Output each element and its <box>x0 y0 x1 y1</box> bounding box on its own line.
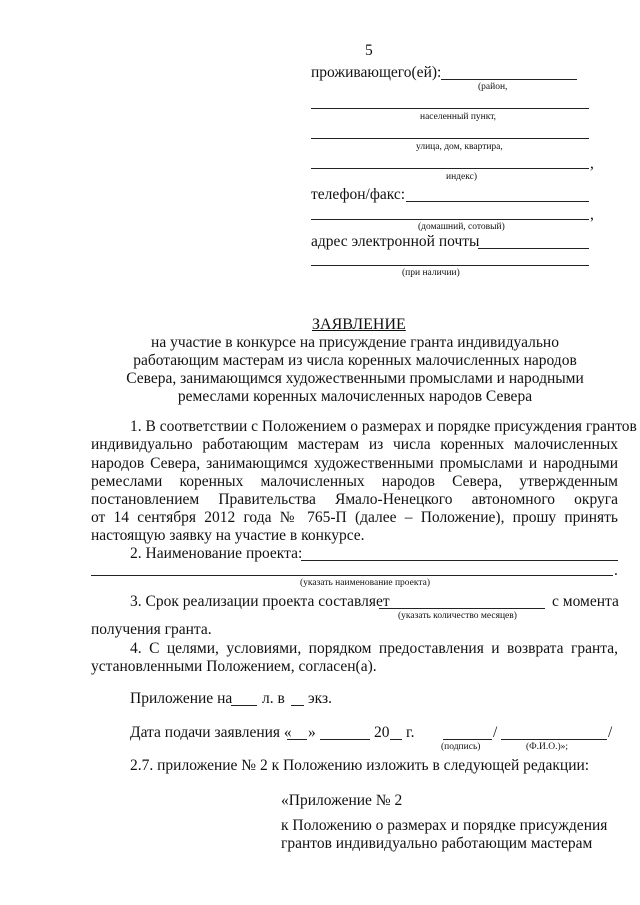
signature-field[interactable] <box>443 739 492 740</box>
signature-hint: (подпись) <box>441 742 481 752</box>
attachment-copies-label: экз. <box>308 690 332 707</box>
date-year-suffix: г. <box>406 724 415 741</box>
term-continuation: получения гранта. <box>91 621 212 638</box>
residing-field[interactable] <box>441 79 577 80</box>
term-field[interactable] <box>379 608 545 609</box>
attachment-copies-field[interactable] <box>291 705 304 706</box>
paragraph-1-line: постановлением Правительства Ямало-Ненецкого автономного округа <box>91 491 618 508</box>
period: . <box>614 562 618 579</box>
street-field[interactable] <box>311 138 589 139</box>
date-year-field[interactable] <box>390 739 402 740</box>
project-name-field-2[interactable] <box>91 575 613 576</box>
street-hint: улица, дом, квартира, <box>416 142 503 152</box>
comma: , <box>590 206 594 223</box>
project-name-field[interactable] <box>301 560 618 561</box>
district-hint: (район, <box>478 82 508 92</box>
phone-hint: (домашний, сотовый) <box>418 222 505 232</box>
subtitle-line: Севера, занимающимся художественными промыслами и народными <box>126 370 584 387</box>
comma: , <box>590 155 594 172</box>
paragraph-1-line: индивидуально работающим мастерам из числа коренных малочисленных <box>91 436 618 453</box>
slash: / <box>493 724 498 741</box>
amendment-text: 2.7. приложение № 2 к Положению изложить в следующей редакции: <box>130 757 590 774</box>
paragraph-1-line: 1. В соответствии с Положением о размерах и порядке присуждения грантов <box>130 418 637 435</box>
appendix-line: к Положению о размерах и порядке присуждения <box>281 817 608 834</box>
term-hint: (указать количество месяцев) <box>398 611 517 621</box>
paragraph-4-line: 4. С целями, условиями, порядком предоставления и возврата гранта, <box>130 640 618 657</box>
full-name-hint: (Ф.И.О.)»; <box>526 742 569 752</box>
email-field-2[interactable] <box>311 265 589 266</box>
index-field[interactable] <box>311 168 589 169</box>
term-label: 3. Срок реализации проекта составляет <box>130 593 390 610</box>
attachment-label: Приложение на <box>130 690 233 707</box>
full-name-field[interactable] <box>501 739 607 740</box>
subtitle-line: ремеслами коренных малочисленных народов Севера <box>177 388 533 405</box>
paragraph-4-line: установленными Положением, согласен(а). <box>91 658 377 675</box>
settlement-field[interactable] <box>311 108 589 109</box>
subtitle-line: на участие в конкурсе на присуждение гранта индивидуально <box>151 334 559 351</box>
attachment-pages-field[interactable] <box>231 705 257 706</box>
paragraph-1-line: ремеслами коренных малочисленных народов Севера, утвержденным <box>91 473 618 490</box>
email-hint: (при наличии) <box>402 268 460 278</box>
term-tail: с момента <box>552 593 619 610</box>
settlement-hint: населенный пункт, <box>420 112 497 122</box>
project-name-label: 2. Наименование проекта: <box>130 545 303 562</box>
appendix-line: грантов индивидуально работающим мастерам <box>281 835 593 852</box>
date-close-quote: » <box>308 724 316 741</box>
subtitle-line: работающим мастерам из числа коренных малочисленных народов <box>133 352 577 369</box>
attachment-pages-label: л. в <box>262 690 285 707</box>
page-number: 5 <box>365 42 373 59</box>
paragraph-1-line: от 14 сентября 2012 года № 765-П (далее – Положение), прошу принять <box>91 509 618 526</box>
slash: / <box>608 724 613 741</box>
email-field[interactable] <box>478 248 589 249</box>
appendix-title: «Приложение № 2 <box>281 792 403 809</box>
document-title: ЗАЯВЛЕНИЕ <box>312 316 406 333</box>
date-day-field[interactable] <box>287 739 307 740</box>
date-label: Дата подачи заявления « <box>130 724 292 741</box>
index-hint: индекс) <box>446 172 477 182</box>
date-month-field[interactable] <box>320 739 370 740</box>
project-name-hint: (указать наименование проекта) <box>300 578 431 588</box>
residing-label: проживающего(ей): <box>311 64 442 81</box>
paragraph-1-last: настоящую заявку на участие в конкурсе. <box>91 527 365 544</box>
paragraph-1-line: народов Севера, занимающимся художественными промыслами и народными <box>91 455 618 472</box>
phone-field[interactable] <box>406 201 589 202</box>
phone-label: телефон/факс: <box>311 186 406 203</box>
date-year-prefix: 20 <box>374 724 390 741</box>
email-label: адрес электронной почты <box>311 233 480 250</box>
phone-field-2[interactable] <box>311 219 589 220</box>
